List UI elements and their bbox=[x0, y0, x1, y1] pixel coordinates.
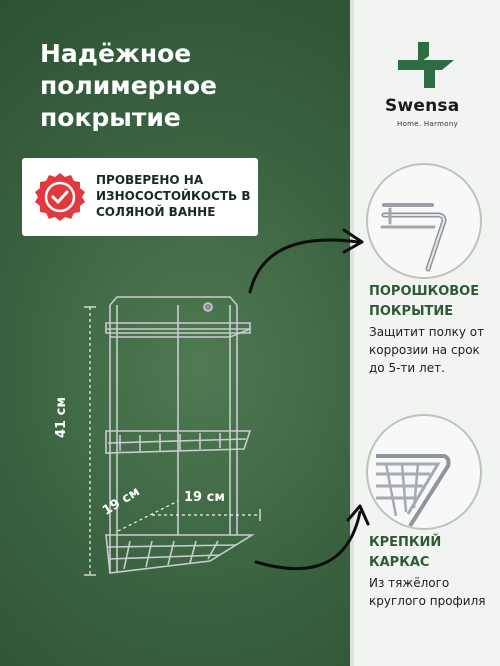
frame-detail-image bbox=[366, 414, 482, 530]
feature-title-frame: КРЕПКИЙ КАРКАС bbox=[369, 535, 442, 570]
brand-tagline: Home. Harmony bbox=[397, 120, 459, 128]
headline: Надёжное полимерное покрытие bbox=[40, 39, 217, 132]
coating-detail-image bbox=[366, 163, 482, 279]
corner-shelf-image bbox=[60, 285, 350, 595]
badge-text: ПРОВЕРЕНО НА ИЗНОСОСТОЙКОСТЬ В СОЛЯНОЙ ВАННЕ bbox=[96, 173, 251, 219]
brand-name: Swensa bbox=[385, 96, 460, 116]
feature-title-coating: ПОРОШКОВОЕ ПОКРЫТИЕ bbox=[369, 284, 480, 319]
feature-desc-frame: Из тяжёлого круглого профиля bbox=[369, 576, 486, 608]
swensa-logo-icon bbox=[398, 42, 454, 88]
verified-seal-icon bbox=[34, 171, 86, 223]
height-dimension-label: 41 см bbox=[54, 397, 69, 438]
depth-dimension-label: 19 см bbox=[100, 484, 143, 519]
certification-badge bbox=[22, 158, 258, 236]
width-dimension-label: 19 см bbox=[184, 490, 225, 505]
feature-desc-coating: Защитит полку от коррозии на срок до 5-ти лет. bbox=[369, 325, 485, 375]
